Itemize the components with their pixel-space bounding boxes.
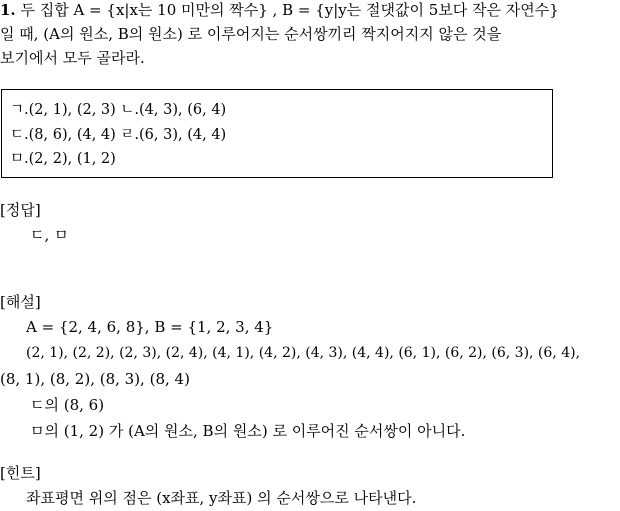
option-row-3: ㅁ.(2, 2), (1, 2) <box>10 151 116 167</box>
explanation-pairs-1: (2, 1), (2, 2), (2, 3), (2, 4), (4, 1), (4, 2), (4, 3), (4, 4), (6, 1), (6, 2), (6, 3), (6, 4), <box>26 345 581 361</box>
hint-text: 좌표평면 위의 점은 (x좌표, y좌표) 의 순서쌍으로 나타낸다. <box>26 489 417 507</box>
problem-line-3: 보기에서 모두 골라라. <box>0 49 145 67</box>
answer-text: ㄷ, ㅁ <box>30 226 69 244</box>
problem-text-1: 두 집합 A = {x|x는 10 미만의 짝수} , B = {y|y는 절댓값이 5보다 작은 자연수} <box>20 1 559 19</box>
explanation-pairs-2: (8, 1), (8, 2), (8, 3), (8, 4) <box>0 370 190 388</box>
options-box <box>1 89 553 178</box>
explanation-note-2: ㅁ의 (1, 2) 가 (A의 원소, B의 원소) 로 이루어진 순서쌍이 아니다. <box>30 422 466 440</box>
problem-line-1 <box>0 0 559 20</box>
explanation-header: [해설] <box>0 293 41 311</box>
explanation-note-1: ㄷ의 (8, 6) <box>30 396 105 414</box>
explanation-sets: A = {2, 4, 6, 8}, B = {1, 2, 3, 4} <box>26 318 274 336</box>
problem-line-2: 일 때, (A의 원소, B의 원소) 로 이루어지는 순서쌍끼리 짝지어지지 않은 것을 <box>0 25 502 43</box>
option-row-2: ㄷ.(8, 6), (4, 4) ㄹ.(6, 3), (4, 4) <box>10 127 227 143</box>
problem-number: 1. <box>0 1 16 19</box>
hint-header: [힌트] <box>0 464 41 482</box>
option-row-1: ㄱ.(2, 1), (2, 3) ㄴ.(4, 3), (6, 4) <box>10 102 227 118</box>
answer-header: [정답] <box>0 201 41 219</box>
